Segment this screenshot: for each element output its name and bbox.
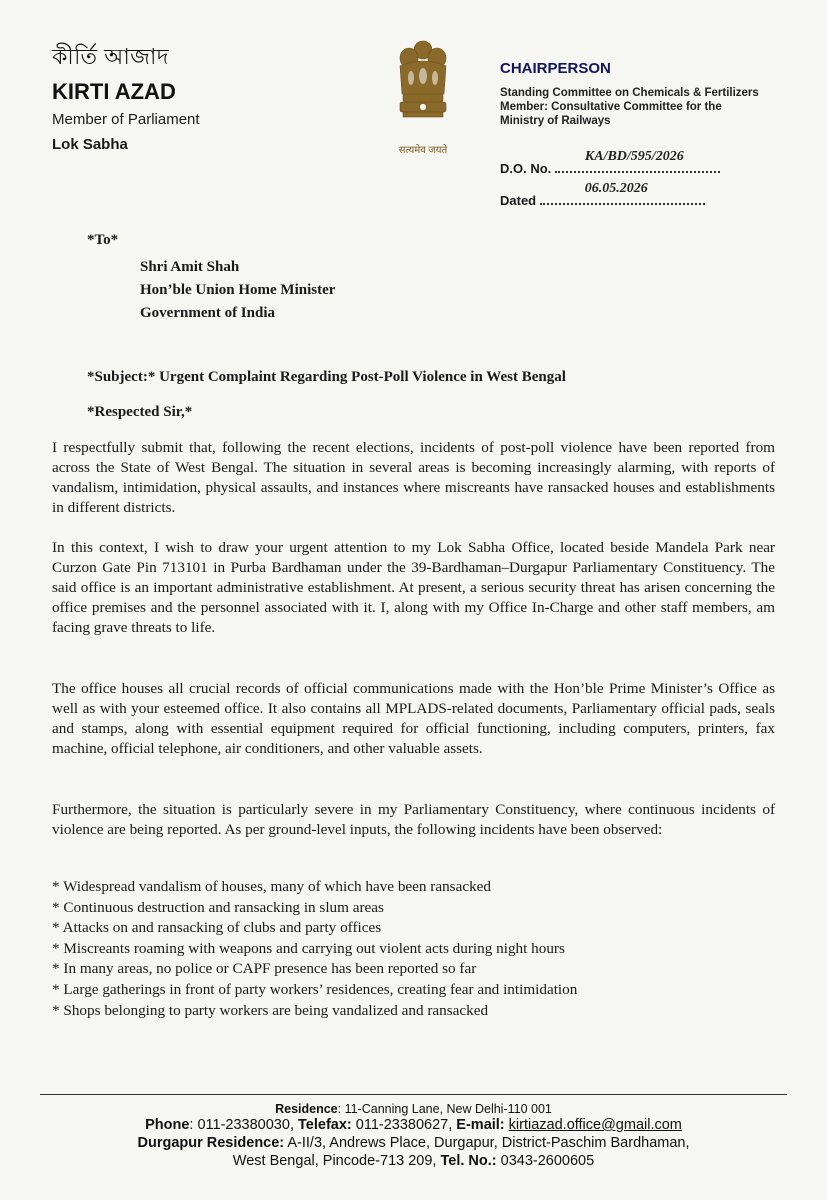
emblem-motto: सत्यमेव जयते [398,145,448,156]
email-label: E-mail: [456,1117,505,1133]
list-item: * In many areas, no police or CAPF presence has been reported so far [52,959,577,980]
chairperson-title: CHAIRPERSON [500,60,611,77]
phone-value: : 011-23380030, [189,1117,294,1133]
paragraph-text: The office houses all crucial records of official communications made with the Hon’ble Prime Minister’s Office as well as with your esteemed office. It also contains all MPLADS-related documents, Parliamentary official pads, seals and stamps, along with essential equipment required for official functioning, including computers, printers, fax machine, official telephone, air conditioners, and other valuable assets. [52,680,775,757]
paragraph [52,438,775,518]
durgapur-value: A-II/3, Andrews Place, Durgapur, District-Paschim Bardhaman, [284,1135,690,1151]
residence-line [0,1102,827,1116]
durgapur-value-2: West Bengal, Pincode-713 209, [232,1153,437,1169]
residence-label: Residence [275,1102,338,1116]
sender-block [52,40,200,153]
dated-label: Dated [500,193,537,208]
sender-name: KIRTI AZAD [52,79,176,104]
durgapur-label: Durgapur Residence: [137,1135,285,1151]
email-link[interactable]: kirtiazad.office@gmail.com [508,1117,682,1133]
do-number-value: KA/BD/595/2026 [584,149,684,164]
do-number-row [500,149,720,176]
national-emblem [378,36,468,156]
paragraph-text: I respectfully submit that, following the recent elections, incidents of post-poll violence have been reported from across the State of West Bengal. The situation in several areas is becoming increasingly alarming, with reports of vandalism, intimidation, physical assaults, and instances where miscreants have ransacked houses and establishments in different districts. [52,439,775,516]
paragraph-text: In this context, I wish to draw your urgent attention to my Lok Sabha Office, located beside Mandela Park near Curzon Gate Pin 713101 in Purba Bardhaman under the 39-Bardhaman–Durgapur Parliamentary Constituency. The said office is an important administrative establishment. At present, a serious security threat has arisen concerning the office premises and the personnel associated with it. I, along with my Office In-Charge and other staff members, am facing grave threats to life. [52,539,775,636]
durgapur-line-2 [0,1152,827,1170]
list-item: * Large gatherings in front of party workers’ residences, creating fear and intimidation [52,980,577,1001]
residence-value: : 11-Canning Lane, New Delhi-110 001 [337,1102,552,1116]
footer [0,1102,827,1170]
committee-line: Ministry of Railways [500,115,611,127]
paragraph [52,679,775,759]
tel-label: Tel. No.: [440,1153,497,1169]
committee-line: Standing Committee on Chemicals & Fertilizers [500,87,759,99]
incident-list [52,877,577,1021]
telefax-value: 011-23380627, [351,1117,453,1133]
dated-value: 06.05.2026 [584,181,648,196]
subject-line: *Subject:* Urgent Complaint Regarding Post-Poll Violence in West Bengal [87,369,566,385]
to-label: *To* [87,232,119,248]
telefax-label: Telefax: [298,1117,352,1133]
sender-designation: Member of Parliament [52,111,200,128]
recipient-name: Shri Amit Shah [140,259,240,275]
recipient-org: Government of India [140,305,275,321]
dated-row [500,181,705,208]
durgapur-line [0,1134,827,1152]
list-item: * Attacks on and ransacking of clubs and party offices [52,918,577,939]
list-item: * Widespread vandalism of houses, many of which have been ransacked [52,877,577,898]
contact-line [0,1116,827,1134]
tel-value: 0343-2600605 [496,1153,595,1169]
paragraph-text: Furthermore, the situation is particularly severe in my Parliamentary Constituency, where continuous incidents of violence are being reported. As per ground-level inputs, the following incidents have been observed: [52,801,775,838]
do-number-label: D.O. No. [500,161,552,176]
list-item: * Shops belonging to party workers are being vandalized and ransacked [52,1001,577,1022]
office-block [500,60,800,128]
sender-name-bengali: কীর্তি আজাদ [52,44,169,69]
list-item: * Miscreants roaming with weapons and carrying out violent acts during night hours [52,939,577,960]
salutation: *Respected Sir,* [87,404,193,420]
recipient-block [140,256,335,325]
sender-house: Lok Sabha [52,136,128,153]
phone-label: Phone [145,1117,190,1133]
emblem-icon [392,36,454,142]
paragraph [52,538,775,638]
list-item: * Continuous destruction and ransacking in slum areas [52,898,577,919]
committee-line: Member: Consultative Committee for the [500,101,722,113]
footer-divider [40,1094,787,1095]
paragraph [52,800,775,840]
recipient-title: Hon’ble Union Home Minister [140,282,336,298]
